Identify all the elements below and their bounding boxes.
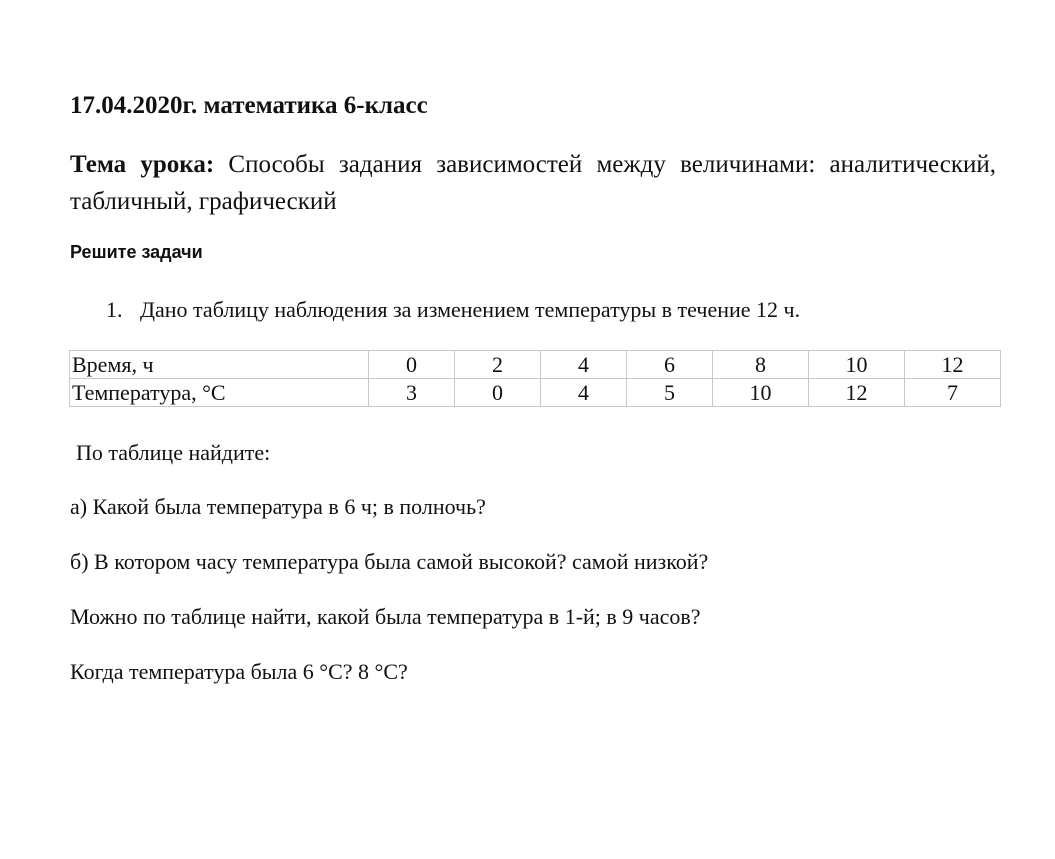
question-b: б) В котором часу температура была самой высокой? самой низкой? (70, 549, 709, 574)
question-d: Когда температура была 6 °С? 8 °С? (70, 659, 408, 684)
task-number: 1. (106, 297, 123, 322)
table-cell: 12 (905, 351, 1001, 379)
table-cell: 3 (369, 379, 455, 407)
table-cell: 4 (541, 379, 627, 407)
row-header-time: Время, ч (70, 351, 369, 379)
table-cell: 2 (455, 351, 541, 379)
task-text: Дано таблицу наблюдения за изменением температуры в течение 12 ч. (140, 297, 801, 322)
table-cell: 4 (541, 351, 627, 379)
table-cell: 6 (627, 351, 713, 379)
question-a: а) Какой была температура в 6 ч; в полночь? (70, 494, 486, 519)
temperature-table (69, 350, 1001, 407)
table-cell: 5 (627, 379, 713, 407)
table-row-time (70, 351, 1001, 379)
table-row-temperature (70, 379, 1001, 407)
document-title: 17.04.2020г. математика 6-класс (70, 92, 428, 119)
task-1 (106, 297, 800, 323)
topic-label: Тема урока: (70, 151, 215, 178)
table-cell: 10 (713, 379, 809, 407)
lesson-topic (70, 146, 996, 220)
table-cell: 7 (905, 379, 1001, 407)
section-title: Решите задачи (70, 242, 203, 262)
table-cell: 0 (369, 351, 455, 379)
questions-intro: По таблице найдите: (76, 440, 271, 465)
table-cell: 0 (455, 379, 541, 407)
table-cell: 8 (713, 351, 809, 379)
topic-text: Способы задания зависимостей между величинами: аналитический, табличный, графический (70, 151, 997, 215)
table-cell: 10 (809, 351, 905, 379)
question-c: Можно по таблице найти, какой была температура в 1-й; в 9 часов? (70, 604, 701, 629)
row-header-temperature: Температура, °С (70, 379, 369, 407)
table-cell: 12 (809, 379, 905, 407)
